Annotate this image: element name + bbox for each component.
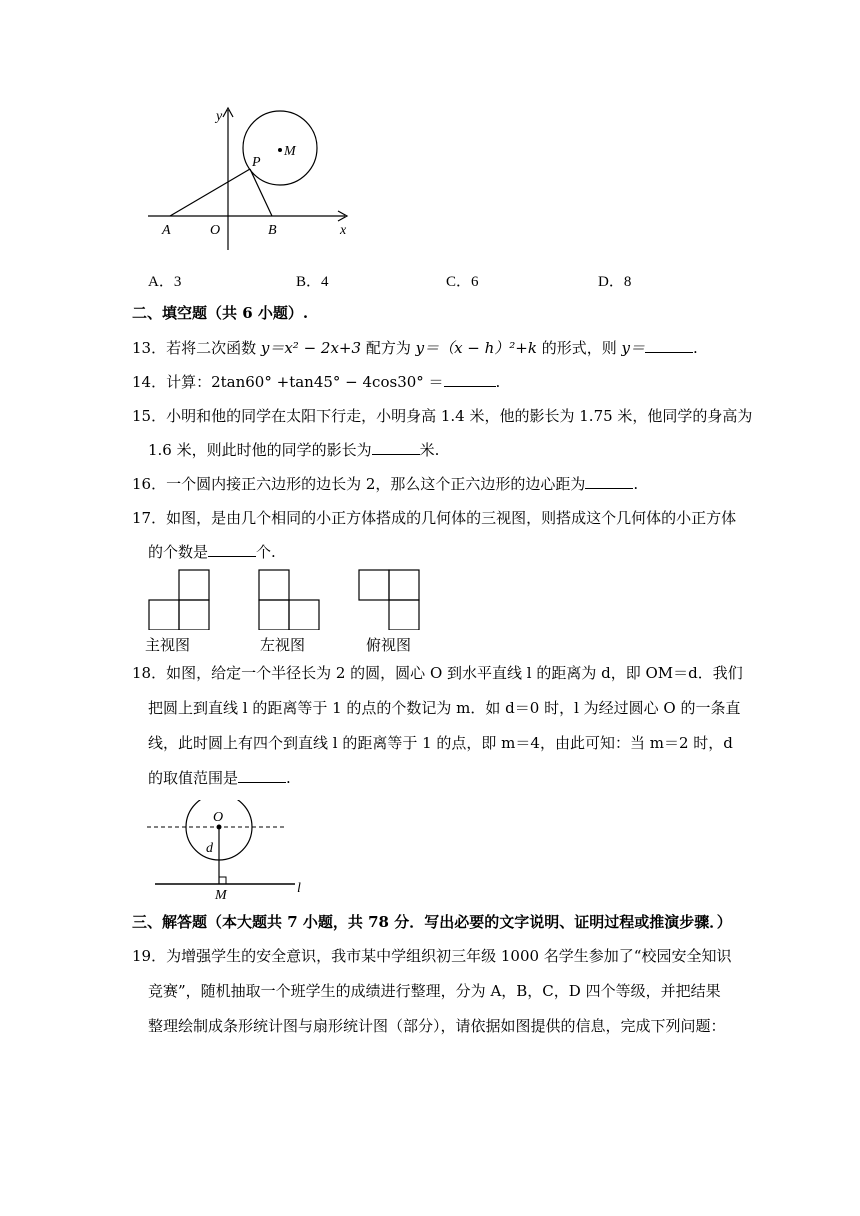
question-17-line-2 [148,542,276,562]
label-m: M [215,888,227,900]
q13-number: 13． [132,339,167,357]
top-view-label: 俯视图 [366,636,412,654]
q13-end: . [693,339,698,357]
label-l: l [297,881,301,896]
q14-text: 计算：2tan60° +tan45° − 4cos30° ＝ [166,373,444,391]
q16-end: . [633,475,639,493]
q14-number: 14． [132,373,167,391]
q17-line1: 如图，是由几个相同的小正方体搭成的几何体的三视图，则搭成这个几何体的小正方体 [166,509,737,527]
question-14 [132,372,500,392]
label-y: y [216,109,223,124]
q18-number: 18． [132,664,167,682]
section-2-title: 二、填空题（共 6 小题）. [132,304,309,322]
question-19-line-2: 竞赛”，随机抽取一个班学生的成绩进行整理，分为 A，B，C，D 四个等级，并把结果 [148,982,721,1000]
q14-answer-blank[interactable] [444,372,496,387]
question-16 [132,474,638,494]
q15-number: 15． [132,407,167,425]
q19-line1: 为增强学生的安全意识，我市某中学组织初三年级 1000 名学生参加了“校园安全知识 [166,947,732,965]
left-view-label: 左视图 [260,636,306,654]
question-18-line-3: 线，此时圆上有四个到直线 l 的距离等于 1 的点，即 m＝4，由此可知：当 m＝2 时，d [148,734,733,752]
q18-line4b: . [286,769,291,787]
circle-line-figure [145,800,315,900]
circle-coordinate-figure [140,100,370,260]
q15-line2b: 米. [419,441,440,459]
question-17-line-1 [132,508,736,528]
q13-answer-blank[interactable] [645,338,693,353]
q15-answer-blank[interactable] [372,440,420,455]
label-a: A [162,223,171,238]
q13-text-d: y＝（x − h）²+k [415,339,537,357]
question-18-line-2: 把圆上到直线 l 的距离等于 1 的点的个数记为 m．如 d＝0 时，l 为经过圆心 O 的一条直 [148,699,741,717]
segment-pb [250,169,272,216]
q19-number: 19． [132,947,167,965]
q13-text-e: 的形式，则 [536,339,622,357]
top-view [359,570,419,630]
question-18-line-1 [132,663,743,683]
q16-answer-blank[interactable] [585,474,633,489]
center-m-dot [278,148,282,152]
q18-line4a: 的取值范围是 [148,769,239,787]
question-15-line-2 [148,440,439,460]
label-x: x [340,223,347,238]
q18-line1: 如图，给定一个半径长为 2 的圆，圆心 O 到水平直线 l 的距离为 d，即 OM＝d．我们 [166,664,743,682]
label-d: d [206,841,213,856]
q17-answer-blank[interactable] [208,542,256,557]
question-19-line-1 [132,946,731,966]
q16-number: 16． [132,475,167,493]
three-views-figure [145,568,425,630]
q17-line2b: 个. [256,543,276,561]
option-b: B．4 [296,274,329,290]
section-3-title: 三、解答题（本大题共 7 小题，共 78 分．写出必要的文字说明、证明过程或推演步骤．） [132,913,732,931]
option-a: A．3 [148,274,182,290]
q13-text-c: 配方为 [361,339,416,357]
front-view-label: 主视图 [145,636,191,654]
q13-text-a: 若将二次函数 [166,339,261,357]
right-angle-mark [219,877,226,884]
question-19-line-3: 整理绘制成条形统计图与扇形统计图（部分），请依据如图提供的信息，完成下列问题： [148,1017,726,1035]
q15-line2a: 1.6 米，则此时他的同学的影长为 [148,441,372,459]
label-b: B [268,223,277,238]
q17-number: 17． [132,509,167,527]
question-18-line-4 [148,768,291,788]
q13-text-f: y＝ [621,339,645,357]
front-view [149,570,209,630]
q15-line1: 小明和他的同学在太阳下行走，小明身高 1.4 米，他的影长为 1.75 米，他同学的身高为 [166,407,753,425]
left-view [259,570,319,630]
segment-pa [170,169,250,216]
q18-answer-blank[interactable] [238,768,286,783]
q14-end: . [495,373,501,391]
label-o: O [210,223,221,238]
label-p: P [252,155,261,170]
option-c: C．6 [446,274,479,290]
label-m: M [284,144,296,159]
option-d: D．8 [598,274,632,290]
label-o: O [213,810,224,825]
question-13 [132,338,698,358]
q13-text-b: y＝x² − 2x+3 [260,339,362,357]
question-15-line-1 [132,406,752,426]
q17-line2a: 的个数是 [148,543,209,561]
q16-text: 一个圆内接正六边形的边长为 2，那么这个正六边形的边心距为 [166,475,586,493]
